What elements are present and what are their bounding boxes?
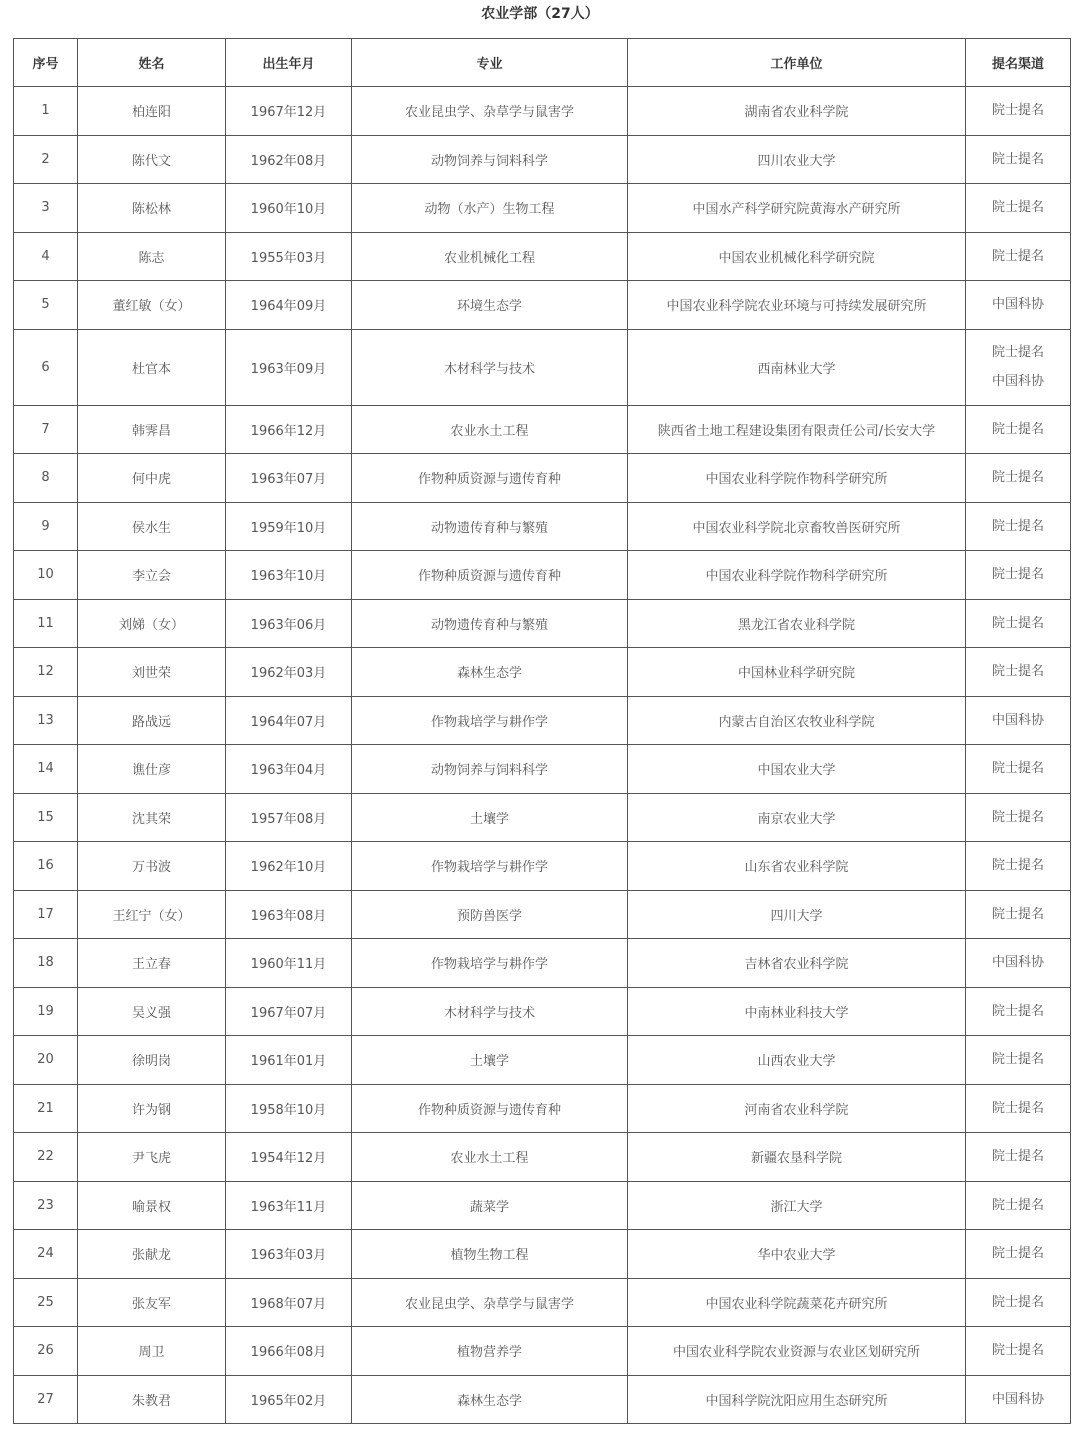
cell-no: 24 <box>14 1230 78 1279</box>
channel-label: 中国科协 <box>991 374 1044 389</box>
cell-no: 26 <box>14 1327 78 1376</box>
cell-no: 16 <box>14 842 78 891</box>
cell-unit: 陕西省土地工程建设集团有限责任公司/长安大学 <box>628 405 966 454</box>
channel-label: 院士提名 <box>991 761 1044 777</box>
channel-label: 院士提名 <box>991 248 1044 264</box>
column-header-birth: 出生年月 <box>226 39 352 87</box>
cell-birth: 1961年01月 <box>226 1036 352 1085</box>
cell-major: 预防兽医学 <box>352 890 628 939</box>
cell-name: 徐明岗 <box>78 1036 226 1085</box>
table-row <box>14 281 1071 330</box>
cell-major: 农业昆虫学、杂草学与鼠害学 <box>352 87 628 136</box>
cell-major: 农业昆虫学、杂草学与鼠害学 <box>352 1278 628 1327</box>
cell-major: 动物遗传育种与繁殖 <box>352 599 628 648</box>
cell-major: 农业水土工程 <box>352 405 628 454</box>
channel-label: 院士提名 <box>991 809 1044 825</box>
cell-channel <box>966 551 1071 600</box>
table-row <box>14 184 1071 233</box>
channel-label: 院士提名 <box>991 345 1044 360</box>
cell-unit: 中国农业科学院农业资源与农业区划研究所 <box>628 1327 966 1376</box>
cell-unit: 中国农业科学院作物科学研究所 <box>628 551 966 600</box>
cell-name: 刘世荣 <box>78 648 226 697</box>
cell-no: 9 <box>14 502 78 551</box>
cell-channel <box>966 1036 1071 1085</box>
cell-channel <box>966 135 1071 184</box>
cell-unit: 中国水产科学研究院黄海水产研究所 <box>628 184 966 233</box>
cell-major: 动物饲养与饲料科学 <box>352 745 628 794</box>
cell-channel <box>966 696 1071 745</box>
cell-birth: 1963年10月 <box>226 551 352 600</box>
cell-no: 14 <box>14 745 78 794</box>
cell-channel <box>966 842 1071 891</box>
cell-unit: 山东省农业科学院 <box>628 842 966 891</box>
channel-label: 中国科协 <box>991 297 1044 313</box>
cell-unit: 南京农业大学 <box>628 793 966 842</box>
cell-name: 何中虎 <box>78 454 226 503</box>
cell-major: 作物种质资源与遗传育种 <box>352 551 628 600</box>
table-row <box>14 1181 1071 1230</box>
table-row <box>14 1133 1071 1182</box>
cell-unit: 新疆农垦科学院 <box>628 1133 966 1182</box>
cell-no: 10 <box>14 551 78 600</box>
cell-channel <box>966 87 1071 136</box>
channel-label: 院士提名 <box>991 858 1044 874</box>
cell-birth: 1966年08月 <box>226 1327 352 1376</box>
cell-major: 环境生态学 <box>352 281 628 330</box>
cell-channel <box>966 1375 1071 1424</box>
cell-birth: 1964年07月 <box>226 696 352 745</box>
cell-name: 朱教君 <box>78 1375 226 1424</box>
cell-unit: 中国农业机械化科学研究院 <box>628 232 966 281</box>
cell-name: 柏连阳 <box>78 87 226 136</box>
table-row <box>14 648 1071 697</box>
channel-label: 院士提名 <box>991 906 1044 922</box>
table-row <box>14 454 1071 503</box>
cell-channel <box>966 939 1071 988</box>
cell-channel <box>966 890 1071 939</box>
cell-unit: 山西农业大学 <box>628 1036 966 1085</box>
cell-name: 张友军 <box>78 1278 226 1327</box>
cell-major: 作物栽培学与耕作学 <box>352 939 628 988</box>
table-row <box>14 135 1071 184</box>
channel-label: 院士提名 <box>991 615 1044 631</box>
column-header-major: 专业 <box>352 39 628 87</box>
table-row <box>14 405 1071 454</box>
cell-major: 植物营养学 <box>352 1327 628 1376</box>
cell-birth: 1955年03月 <box>226 232 352 281</box>
column-header-name: 姓名 <box>78 39 226 87</box>
cell-birth: 1962年10月 <box>226 842 352 891</box>
cell-birth: 1960年10月 <box>226 184 352 233</box>
cell-name: 喻景权 <box>78 1181 226 1230</box>
cell-major: 蔬菜学 <box>352 1181 628 1230</box>
cell-channel <box>966 1230 1071 1279</box>
cell-name: 吴义强 <box>78 987 226 1036</box>
table-row <box>14 696 1071 745</box>
cell-birth: 1963年08月 <box>226 890 352 939</box>
channel-label: 院士提名 <box>991 1003 1044 1019</box>
cell-name: 李立会 <box>78 551 226 600</box>
table-row <box>14 793 1071 842</box>
cell-name: 许为钢 <box>78 1084 226 1133</box>
table-row <box>14 1084 1071 1133</box>
table-row <box>14 1230 1071 1279</box>
cell-major: 动物（水产）生物工程 <box>352 184 628 233</box>
cell-major: 作物栽培学与耕作学 <box>352 696 628 745</box>
channel-label: 中国科协 <box>991 955 1044 971</box>
table-row <box>14 939 1071 988</box>
cell-major: 土壤学 <box>352 793 628 842</box>
cell-channel <box>966 745 1071 794</box>
table-row <box>14 502 1071 551</box>
channel-label: 院士提名 <box>991 1100 1044 1116</box>
cell-unit: 中国农业大学 <box>628 745 966 794</box>
cell-name: 尹飞虎 <box>78 1133 226 1182</box>
cell-channel <box>966 184 1071 233</box>
cell-major: 作物种质资源与遗传育种 <box>352 1084 628 1133</box>
cell-birth: 1963年09月 <box>226 329 352 405</box>
cell-birth: 1965年02月 <box>226 1375 352 1424</box>
channel-label: 中国科协 <box>991 1391 1044 1407</box>
cell-no: 3 <box>14 184 78 233</box>
cell-unit: 四川农业大学 <box>628 135 966 184</box>
cell-name: 路战远 <box>78 696 226 745</box>
page-title: 农业学部（27人） <box>481 6 599 22</box>
cell-unit: 中国林业科学研究院 <box>628 648 966 697</box>
cell-birth: 1962年08月 <box>226 135 352 184</box>
table-row <box>14 232 1071 281</box>
cell-birth: 1959年10月 <box>226 502 352 551</box>
cell-name: 侯水生 <box>78 502 226 551</box>
cell-no: 12 <box>14 648 78 697</box>
cell-unit: 中国科学院沈阳应用生态研究所 <box>628 1375 966 1424</box>
cell-unit: 西南林业大学 <box>628 329 966 405</box>
cell-major: 木材科学与技术 <box>352 987 628 1036</box>
cell-unit: 中国农业科学院作物科学研究所 <box>628 454 966 503</box>
cell-major: 森林生态学 <box>352 1375 628 1424</box>
cell-no: 15 <box>14 793 78 842</box>
cell-name: 陈志 <box>78 232 226 281</box>
cell-name: 谯仕彦 <box>78 745 226 794</box>
cell-birth: 1963年03月 <box>226 1230 352 1279</box>
cell-no: 6 <box>14 329 78 405</box>
cell-unit: 中国农业科学院北京畜牧兽医研究所 <box>628 502 966 551</box>
cell-no: 27 <box>14 1375 78 1424</box>
cell-channel <box>966 329 1071 405</box>
cell-major: 木材科学与技术 <box>352 329 628 405</box>
table-body <box>14 87 1071 1424</box>
cell-birth: 1968年07月 <box>226 1278 352 1327</box>
cell-no: 7 <box>14 405 78 454</box>
cell-name: 王红宁（女） <box>78 890 226 939</box>
channel-label: 院士提名 <box>991 1197 1044 1213</box>
cell-channel <box>966 1084 1071 1133</box>
cell-birth: 1967年07月 <box>226 987 352 1036</box>
cell-birth: 1967年12月 <box>226 87 352 136</box>
cell-major: 农业水土工程 <box>352 1133 628 1182</box>
cell-birth: 1957年08月 <box>226 793 352 842</box>
cell-birth: 1963年07月 <box>226 454 352 503</box>
table-row <box>14 87 1071 136</box>
cell-unit: 中国农业科学院蔬菜花卉研究所 <box>628 1278 966 1327</box>
cell-no: 2 <box>14 135 78 184</box>
table-row <box>14 1375 1071 1424</box>
cell-no: 13 <box>14 696 78 745</box>
cell-name: 万书波 <box>78 842 226 891</box>
cell-major: 农业机械化工程 <box>352 232 628 281</box>
cell-no: 17 <box>14 890 78 939</box>
cell-no: 23 <box>14 1181 78 1230</box>
cell-no: 1 <box>14 87 78 136</box>
column-header-no: 序号 <box>14 39 78 87</box>
cell-birth: 1954年12月 <box>226 1133 352 1182</box>
cell-channel <box>966 454 1071 503</box>
cell-channel <box>966 648 1071 697</box>
table-row <box>14 551 1071 600</box>
cell-no: 18 <box>14 939 78 988</box>
cell-no: 11 <box>14 599 78 648</box>
cell-major: 土壤学 <box>352 1036 628 1085</box>
cell-no: 22 <box>14 1133 78 1182</box>
cell-no: 4 <box>14 232 78 281</box>
cell-channel <box>966 281 1071 330</box>
cell-name: 周卫 <box>78 1327 226 1376</box>
cell-major: 动物遗传育种与繁殖 <box>352 502 628 551</box>
column-header-unit: 工作单位 <box>628 39 966 87</box>
cell-no: 19 <box>14 987 78 1036</box>
channel-label: 院士提名 <box>991 1149 1044 1165</box>
cell-channel <box>966 793 1071 842</box>
channel-label: 院士提名 <box>991 664 1044 680</box>
table-row <box>14 599 1071 648</box>
channel-label: 院士提名 <box>991 421 1044 437</box>
channel-label: 院士提名 <box>991 1343 1044 1359</box>
cell-unit: 华中农业大学 <box>628 1230 966 1279</box>
column-header-channel: 提名渠道 <box>966 39 1071 87</box>
table-row <box>14 987 1071 1036</box>
cell-birth: 1964年09月 <box>226 281 352 330</box>
channel-label: 院士提名 <box>991 470 1044 486</box>
cell-birth: 1963年06月 <box>226 599 352 648</box>
table-row <box>14 1036 1071 1085</box>
channel-label: 院士提名 <box>991 567 1044 583</box>
channel-label: 院士提名 <box>991 151 1044 167</box>
cell-no: 21 <box>14 1084 78 1133</box>
cell-birth: 1963年11月 <box>226 1181 352 1230</box>
cell-name: 沈其荣 <box>78 793 226 842</box>
table-row <box>14 890 1071 939</box>
cell-major: 作物种质资源与遗传育种 <box>352 454 628 503</box>
cell-birth: 1960年11月 <box>226 939 352 988</box>
cell-birth: 1963年04月 <box>226 745 352 794</box>
cell-name: 陈代文 <box>78 135 226 184</box>
table-row <box>14 842 1071 891</box>
cell-no: 8 <box>14 454 78 503</box>
cell-no: 25 <box>14 1278 78 1327</box>
cell-major: 森林生态学 <box>352 648 628 697</box>
cell-major: 植物生物工程 <box>352 1230 628 1279</box>
table-row <box>14 1278 1071 1327</box>
cell-channel <box>966 405 1071 454</box>
cell-channel <box>966 1278 1071 1327</box>
cell-major: 动物饲养与饲料科学 <box>352 135 628 184</box>
cell-unit: 吉林省农业科学院 <box>628 939 966 988</box>
channel-label: 院士提名 <box>991 1294 1044 1310</box>
cell-name: 王立春 <box>78 939 226 988</box>
cell-channel <box>966 502 1071 551</box>
cell-channel <box>966 1327 1071 1376</box>
cell-channel <box>966 1133 1071 1182</box>
table-row <box>14 1327 1071 1376</box>
cell-channel <box>966 232 1071 281</box>
channel-label: 院士提名 <box>991 1052 1044 1068</box>
cell-channel <box>966 987 1071 1036</box>
cell-name: 张献龙 <box>78 1230 226 1279</box>
table-header-row <box>14 39 1071 87</box>
table-row <box>14 745 1071 794</box>
cell-major: 作物栽培学与耕作学 <box>352 842 628 891</box>
cell-name: 刘娣（女） <box>78 599 226 648</box>
cell-birth: 1958年10月 <box>226 1084 352 1133</box>
channel-label: 院士提名 <box>991 518 1044 534</box>
cell-unit: 浙江大学 <box>628 1181 966 1230</box>
channel-label: 院士提名 <box>991 103 1044 119</box>
cell-no: 20 <box>14 1036 78 1085</box>
cell-unit: 湖南省农业科学院 <box>628 87 966 136</box>
table-row <box>14 329 1071 405</box>
channel-label: 中国科协 <box>991 712 1044 728</box>
cell-unit: 黑龙江省农业科学院 <box>628 599 966 648</box>
cell-unit: 四川大学 <box>628 890 966 939</box>
cell-unit: 内蒙古自治区农牧业科学院 <box>628 696 966 745</box>
cell-unit: 中南林业科技大学 <box>628 987 966 1036</box>
cell-name: 杜官本 <box>78 329 226 405</box>
cell-birth: 1966年12月 <box>226 405 352 454</box>
channel-label: 院士提名 <box>991 1246 1044 1262</box>
cell-channel <box>966 1181 1071 1230</box>
cell-name: 董红敏（女） <box>78 281 226 330</box>
cell-channel <box>966 599 1071 648</box>
cell-birth: 1962年03月 <box>226 648 352 697</box>
cell-unit: 河南省农业科学院 <box>628 1084 966 1133</box>
cell-name: 陈松林 <box>78 184 226 233</box>
cell-unit: 中国农业科学院农业环境与可持续发展研究所 <box>628 281 966 330</box>
cell-name: 韩霁昌 <box>78 405 226 454</box>
channel-label: 院士提名 <box>991 200 1044 216</box>
cell-no: 5 <box>14 281 78 330</box>
candidate-table <box>13 38 1071 1424</box>
